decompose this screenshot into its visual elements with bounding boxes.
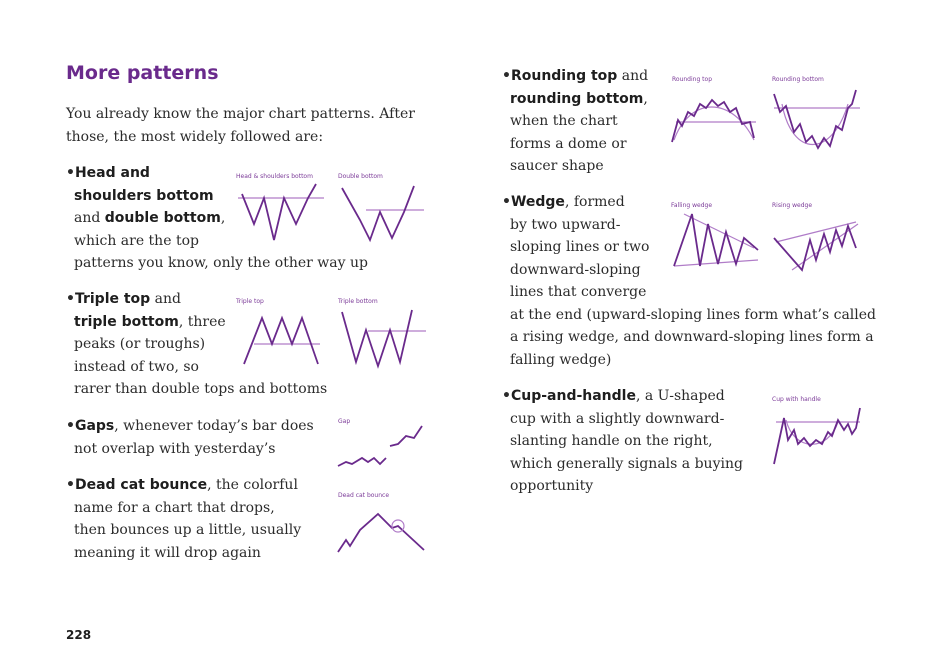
body-text: sloping lines or two [510, 239, 650, 255]
body-text: , a U-shaped [635, 388, 725, 404]
body-text: and [617, 68, 649, 84]
body-text: , three [178, 313, 226, 330]
item-rounding [502, 65, 648, 178]
price-line [342, 310, 412, 366]
price-line [774, 408, 860, 464]
bullet-icon: • [66, 165, 75, 181]
bullet-icon: • [502, 68, 511, 84]
rounding-bottom-figure [772, 86, 864, 150]
price-line [244, 318, 318, 364]
cup-handle-figure [772, 400, 864, 466]
caption-falling-wedge: Falling wedge [671, 202, 713, 209]
gap-figure [336, 422, 428, 470]
intro-paragraph [66, 103, 426, 148]
item-line [502, 65, 648, 88]
term-text: Dead cat bounce [74, 477, 208, 493]
term-text: Cup-and-handle [510, 388, 636, 404]
triple-top-figure [240, 312, 330, 370]
page-title: More patterns [66, 62, 219, 84]
item-line [502, 88, 648, 111]
body-text: at the end (upward-sloping lines form what’s called [510, 306, 876, 323]
body-text: , whenever today’s bar does [114, 418, 314, 434]
body-text: when the chart [510, 113, 618, 129]
body-text: not overlap with yesterday’s [74, 440, 276, 457]
body-text: slanting handle on the right, [510, 433, 713, 449]
body-text: lines that converge [510, 284, 647, 300]
item-line [502, 326, 876, 349]
item-line [66, 378, 327, 401]
bullet-icon: • [66, 291, 75, 307]
body-text: instead of two, so [74, 358, 199, 375]
item-line [66, 415, 314, 438]
body-text: name for a chart that drops, [74, 499, 275, 516]
bullet-icon: • [66, 477, 75, 493]
item-line [502, 155, 648, 178]
caption-rounding-top: Rounding top [672, 76, 713, 83]
item-line [66, 497, 301, 520]
item-line [66, 519, 301, 542]
body-text: forms a dome or [510, 135, 627, 152]
body-text: , [220, 210, 226, 226]
body-text: saucer shape [510, 158, 604, 174]
item-line [502, 408, 743, 431]
body-text: which are the top [74, 232, 199, 249]
price-line-before [338, 458, 386, 466]
item-dead-cat-bounce [66, 474, 301, 564]
caption-triple-bottom: Triple bottom [338, 298, 378, 305]
intro-line: those, the most widely followed are: [66, 128, 324, 145]
caption-gap: Gap [338, 418, 351, 425]
dead-cat-figure [336, 506, 428, 556]
caption-dead-cat: Dead cat bounce [338, 492, 390, 499]
body-text: and [150, 291, 181, 307]
price-line [342, 186, 414, 240]
hs-bottom-figure [236, 180, 326, 244]
body-text: then bounces up a little, usually [74, 522, 302, 538]
item-line [66, 288, 327, 311]
price-line-after [390, 426, 422, 446]
body-text: cup with a slightly downward- [510, 410, 725, 427]
term-text: Head and [74, 165, 150, 181]
price-line [338, 514, 424, 552]
term-text: Triple top [74, 291, 151, 307]
item-line [502, 475, 743, 498]
caption-rounding-bottom: Rounding bottom [772, 76, 824, 83]
body-text: downward-sloping [510, 261, 641, 278]
caption-rising-wedge: Rising wedge [772, 202, 813, 209]
item-line [502, 133, 648, 156]
falling-wedge-figure [670, 210, 762, 276]
term-text: Wedge [510, 194, 565, 210]
price-line [672, 100, 754, 142]
item-line [502, 110, 648, 133]
body-text: a rising wedge, and downward-sloping lines form a [510, 329, 874, 345]
body-text: , the colorful [207, 477, 298, 493]
body-text: opportunity [510, 478, 594, 494]
triple-bottom-figure [338, 306, 428, 372]
term-text: Gaps [74, 418, 115, 434]
term-text: Rounding top [510, 68, 618, 84]
item-line [66, 438, 314, 461]
intro-line: You already know the major chart patterns. After [66, 106, 415, 122]
item-line [502, 453, 743, 476]
body-text: meaning it will drop again [74, 544, 261, 561]
body-text: and [74, 210, 105, 226]
lower-trendline [792, 224, 858, 270]
item-line [66, 252, 368, 275]
bullet-icon: • [502, 194, 511, 210]
item-line [502, 430, 743, 453]
body-text: which generally signals a buying [510, 455, 743, 472]
body-text: by two upward- [510, 216, 621, 233]
body-text: falling wedge) [510, 351, 612, 368]
term-text: triple bottom [74, 313, 179, 330]
term-text: double bottom [104, 210, 221, 226]
page-number: 228 [66, 628, 92, 642]
double-bottom-figure [338, 182, 428, 246]
term-text: rounding bottom [510, 90, 644, 107]
body-text: , [643, 90, 648, 107]
item-gaps [66, 415, 314, 460]
price-line [242, 184, 316, 240]
caption-hs-bottom: Head & shoulders bottom [236, 173, 313, 180]
body-text: , formed [564, 194, 625, 210]
body-text: patterns you know, only the other way up [74, 255, 368, 271]
item-line [502, 349, 876, 372]
caption-double-bottom: Double bottom [338, 173, 383, 180]
item-line [66, 542, 301, 565]
item-line [66, 474, 301, 497]
body-text: rarer than double tops and bottoms [74, 381, 328, 397]
item-line [502, 281, 876, 304]
bullet-icon: • [502, 388, 511, 404]
term-text: shoulders bottom [74, 187, 214, 204]
lower-trendline [674, 260, 758, 266]
rising-wedge-figure [772, 214, 864, 274]
body-text: peaks (or troughs) [74, 336, 206, 352]
rounding-top-figure [670, 90, 762, 144]
item-line [502, 385, 743, 408]
caption-cup-handle: Cup with handle [772, 396, 821, 403]
bullet-icon: • [66, 418, 75, 434]
caption-triple-top: Triple top [236, 298, 264, 305]
item-cup-and-handle [502, 385, 743, 498]
price-line [674, 214, 758, 266]
item-line [502, 304, 876, 327]
